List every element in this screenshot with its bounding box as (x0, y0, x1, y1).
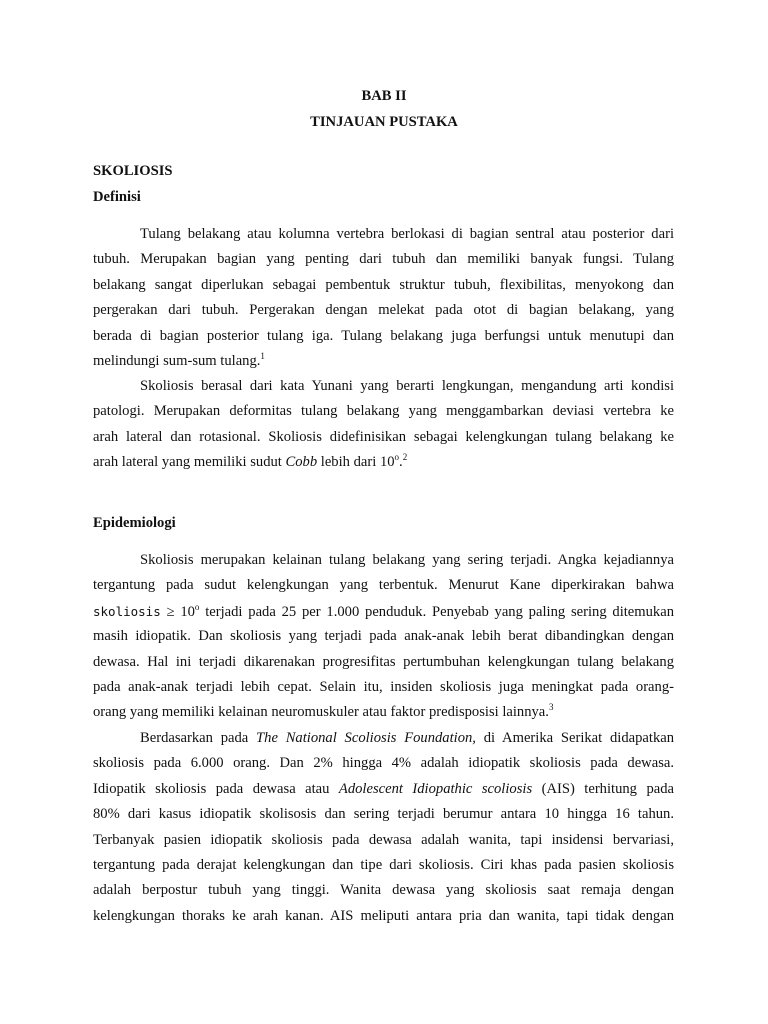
reference-superscript: 3 (548, 702, 554, 713)
text-run: Idiopatik skoliosis pada dewasa atau (93, 780, 339, 797)
reference-superscript: 1 (260, 350, 265, 361)
text-line: Terbanyak pasien idiopatik skoliosis pada dewasa adalah wanita, tapi insidensi bervariasi, (93, 831, 674, 848)
degree-superscript: o (194, 601, 200, 612)
chapter-title: TINJAUAN PUSTAKA (310, 114, 458, 130)
section-title: SKOLIOSIS (93, 163, 173, 179)
text-line: tubuh. Merupakan bagian yang penting dari tubuh dan memiliki banyak fungsi. Tulang (93, 251, 674, 268)
text-line (93, 700, 674, 725)
text-line: patologi. Merupakan deformitas tulang belakang yang menggambarkan deviasi vertebra ke (93, 403, 674, 420)
text-line: kelengkungan thoraks ke arah kanan. AIS meliputi antara pria dan wanita, tapi tidak dengan (93, 907, 674, 924)
italic-term: Cobb (285, 454, 318, 471)
definisi-paragraph-2 (93, 374, 674, 476)
text-line: berada di bagian posterior tulang iga. Tulang belakang juga berfungsi untuk menutupi dan (93, 327, 674, 344)
text-line (93, 777, 674, 802)
text-run: melindungi sum-sum tulang. (93, 352, 261, 369)
text-line: tergantung pada derajat kelengkungan dan tipe dari skoliosis. Ciri khas pada pasien skoliosis (93, 856, 674, 873)
text-run: orang yang memiliki kelainan neuromuskuler atau faktor predisposisi lainnya. (93, 704, 549, 721)
chapter-label: BAB II (361, 88, 407, 104)
text-line (93, 599, 674, 624)
text-run: terjadi pada 25 per 1.000 penduduk. Penyebab yang paling sering ditemukan (199, 603, 675, 620)
text-line: pergerakan dari tubuh. Pergerakan dengan melekat pada otot di bagian belakang, yang (93, 302, 674, 319)
text-line: 80% dari kasus idiopatik skolisosis dan sering terjadi berumur antara 10 hingga 16 tahun. (93, 806, 674, 823)
subsection-heading-definisi: Definisi (93, 189, 141, 205)
text-run: Berdasarkan pada (140, 730, 257, 746)
text-line: arah lateral dan rotasional. Skoliosis didefinisikan sebagai kelengkungan tulang belakang ke (93, 428, 674, 445)
text-line: belakang sangat diperlukan sebagai pembentuk struktur tubuh, flexibilitas, menyokong dan (93, 276, 674, 293)
text-line: skoliosis pada 6.000 orang. Dan 2% hingga 4% adalah idiopatik skoliosis pada dewasa. (93, 755, 674, 772)
text-run: ≥ 10 (160, 603, 195, 620)
text-line (93, 349, 674, 374)
text-line (93, 450, 674, 475)
italic-term: The National Scoliosis Foundation, (256, 730, 476, 746)
text-line: tergantung pada sudut kelengkungan yang terbentuk. Menurut Kane diperkirakan bahwa (93, 577, 674, 594)
text-line: masih idiopatik. Dan skoliosis yang terjadi pada anak-anak lebih berat dibandingkan dengan (93, 628, 674, 645)
text-line: dewasa. Hal ini terjadi dikarenakan progresifitas pertumbuhan kelengkungan tulang belakang (93, 653, 674, 670)
degree-superscript: o (394, 452, 400, 463)
text-line: adalah berpostur tubuh yang tinggi. Wanita dewasa yang skoliosis saat remaja dengan (93, 882, 674, 899)
text-run: . (399, 454, 403, 471)
text-run: lebih dari 10 (317, 454, 395, 471)
text-line: Skoliosis berasal dari kata Yunani yang berarti lengkungan, mengandung arti kondisi (140, 378, 674, 394)
italic-term: Adolescent Idiopathic scoliosis (338, 780, 533, 797)
text-run: (AIS) terhitung pada (532, 780, 674, 797)
text-run: skoliosis (93, 603, 161, 619)
definisi-paragraph-1 (93, 222, 674, 374)
epidemiologi-paragraph-2 (93, 726, 674, 929)
text-line: Tulang belakang atau kolumna vertebra berlokasi di bagian sentral atau posterior dari (140, 226, 674, 242)
reference-superscript: 2 (402, 452, 408, 463)
epidemiologi-paragraph-1 (93, 548, 674, 726)
text-run: arah lateral yang memiliki sudut (93, 454, 286, 471)
text-line: pada anak-anak terjadi lebih cepat. Selain itu, insiden skoliosis juga meningkat pada orang- (93, 678, 674, 695)
text-run: di Amerika Serikat didapatkan (475, 730, 675, 746)
text-line: Skoliosis merupakan kelainan tulang belakang yang sering terjadi. Angka kejadiannya (140, 552, 674, 568)
subsection-heading-epidemiologi: Epidemiologi (93, 515, 176, 531)
text-line (93, 726, 674, 751)
